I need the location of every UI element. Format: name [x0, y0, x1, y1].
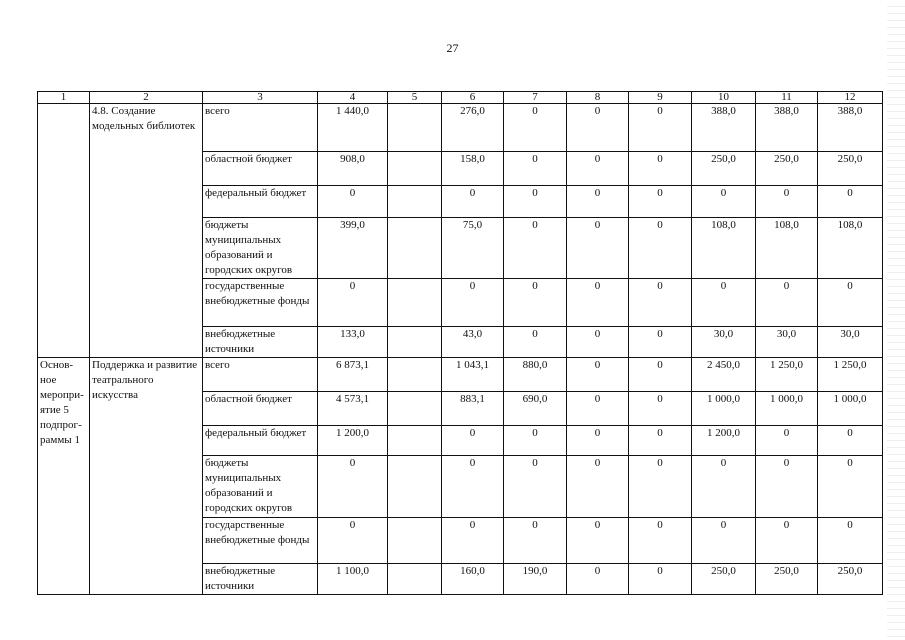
value-cell: [388, 186, 442, 218]
column-number: 3: [203, 92, 318, 104]
value-cell: 0: [629, 426, 692, 456]
value-cell: 0: [692, 456, 756, 518]
value-cell: 0: [504, 456, 567, 518]
value-cell: [388, 152, 442, 186]
column-number: 4: [318, 92, 388, 104]
funding-source-cell: федеральный бюджет: [203, 186, 318, 218]
value-cell: [388, 218, 442, 279]
value-cell: 0: [692, 279, 756, 327]
value-cell: 0: [504, 152, 567, 186]
value-cell: 1 250,0: [756, 358, 818, 392]
value-cell: 1 440,0: [318, 104, 388, 152]
activity-name-cell: Поддержка и развитие театрального искусства: [90, 358, 203, 595]
value-cell: 0: [567, 392, 629, 426]
value-cell: 1 043,1: [442, 358, 504, 392]
value-cell: 0: [756, 279, 818, 327]
activity-code-cell: [38, 104, 90, 358]
value-cell: 250,0: [692, 564, 756, 595]
value-cell: 0: [629, 564, 692, 595]
page-number: 27: [446, 41, 459, 55]
value-cell: 0: [567, 186, 629, 218]
value-cell: 2 450,0: [692, 358, 756, 392]
value-cell: 0: [818, 186, 883, 218]
funding-source-cell: внебюджетные источники: [203, 564, 318, 595]
value-cell: [388, 358, 442, 392]
value-cell: 388,0: [818, 104, 883, 152]
value-cell: 0: [818, 279, 883, 327]
activity-name-cell: 4.8. Создание модельных библиотек: [90, 104, 203, 358]
value-cell: 0: [504, 327, 567, 358]
value-cell: 0: [629, 327, 692, 358]
value-cell: 0: [318, 186, 388, 218]
value-cell: 388,0: [692, 104, 756, 152]
value-cell: 0: [818, 456, 883, 518]
value-cell: 0: [629, 358, 692, 392]
value-cell: 0: [567, 358, 629, 392]
value-cell: 0: [442, 518, 504, 564]
column-number: 12: [818, 92, 883, 104]
column-number: 8: [567, 92, 629, 104]
value-cell: 0: [442, 426, 504, 456]
value-cell: [388, 392, 442, 426]
value-cell: 1 100,0: [318, 564, 388, 595]
budget-table-body: [38, 92, 883, 595]
value-cell: [388, 327, 442, 358]
value-cell: 250,0: [818, 152, 883, 186]
value-cell: 0: [818, 518, 883, 564]
column-number: 11: [756, 92, 818, 104]
value-cell: 0: [692, 186, 756, 218]
funding-source-cell: всего: [203, 358, 318, 392]
value-cell: 1 000,0: [818, 392, 883, 426]
value-cell: 908,0: [318, 152, 388, 186]
value-cell: 43,0: [442, 327, 504, 358]
value-cell: 0: [567, 218, 629, 279]
value-cell: 0: [567, 564, 629, 595]
funding-source-cell: бюджеты муниципальных образований и городских округов: [203, 218, 318, 279]
value-cell: 75,0: [442, 218, 504, 279]
value-cell: 0: [629, 279, 692, 327]
value-cell: 1 200,0: [318, 426, 388, 456]
value-cell: 883,1: [442, 392, 504, 426]
value-cell: 190,0: [504, 564, 567, 595]
column-number: 6: [442, 92, 504, 104]
value-cell: 250,0: [818, 564, 883, 595]
value-cell: 0: [756, 426, 818, 456]
funding-source-cell: областной бюджет: [203, 152, 318, 186]
value-cell: 133,0: [318, 327, 388, 358]
value-cell: [388, 426, 442, 456]
table-row: [38, 104, 883, 152]
value-cell: [388, 456, 442, 518]
value-cell: 0: [629, 104, 692, 152]
column-number: 1: [38, 92, 90, 104]
value-cell: 1 000,0: [692, 392, 756, 426]
value-cell: 0: [756, 456, 818, 518]
value-cell: 108,0: [692, 218, 756, 279]
value-cell: 0: [567, 518, 629, 564]
value-cell: 250,0: [692, 152, 756, 186]
value-cell: [388, 279, 442, 327]
funding-source-cell: федеральный бюджет: [203, 426, 318, 456]
funding-source-cell: бюджеты муниципальных образований и городских округов: [203, 456, 318, 518]
value-cell: 30,0: [692, 327, 756, 358]
value-cell: 0: [629, 456, 692, 518]
value-cell: 0: [567, 152, 629, 186]
value-cell: 0: [504, 279, 567, 327]
value-cell: 1 250,0: [818, 358, 883, 392]
value-cell: 690,0: [504, 392, 567, 426]
value-cell: 0: [567, 327, 629, 358]
value-cell: 0: [629, 392, 692, 426]
value-cell: 0: [756, 186, 818, 218]
value-cell: 0: [442, 186, 504, 218]
value-cell: 0: [318, 456, 388, 518]
funding-source-cell: внебюджетные источники: [203, 327, 318, 358]
value-cell: 250,0: [756, 152, 818, 186]
value-cell: 399,0: [318, 218, 388, 279]
funding-source-cell: государственные внебюджетные фонды: [203, 279, 318, 327]
value-cell: 0: [629, 152, 692, 186]
value-cell: 0: [567, 104, 629, 152]
value-cell: 0: [318, 279, 388, 327]
value-cell: 388,0: [756, 104, 818, 152]
budget-table: [37, 91, 883, 595]
column-number: 9: [629, 92, 692, 104]
scan-edge-artifact: [887, 0, 905, 640]
column-number: 10: [692, 92, 756, 104]
value-cell: 0: [818, 426, 883, 456]
value-cell: 0: [504, 518, 567, 564]
value-cell: [388, 104, 442, 152]
value-cell: 0: [442, 456, 504, 518]
funding-source-cell: государственные внебюджетные фонды: [203, 518, 318, 564]
value-cell: 0: [442, 279, 504, 327]
value-cell: 0: [567, 456, 629, 518]
value-cell: 108,0: [756, 218, 818, 279]
column-number: 5: [388, 92, 442, 104]
value-cell: 108,0: [818, 218, 883, 279]
column-number: 7: [504, 92, 567, 104]
value-cell: 0: [504, 218, 567, 279]
value-cell: 0: [504, 186, 567, 218]
value-cell: 1 200,0: [692, 426, 756, 456]
value-cell: 276,0: [442, 104, 504, 152]
value-cell: 880,0: [504, 358, 567, 392]
value-cell: 0: [629, 186, 692, 218]
value-cell: 0: [567, 279, 629, 327]
value-cell: 30,0: [818, 327, 883, 358]
value-cell: 4 573,1: [318, 392, 388, 426]
column-number: 2: [90, 92, 203, 104]
value-cell: 0: [318, 518, 388, 564]
funding-source-cell: всего: [203, 104, 318, 152]
header-row: [38, 92, 883, 104]
value-cell: 0: [504, 104, 567, 152]
activity-code-cell: Основ-ное меропри-ятие 5 подпрог-раммы 1: [38, 358, 90, 595]
value-cell: 0: [629, 518, 692, 564]
table-row: [38, 358, 883, 392]
value-cell: 250,0: [756, 564, 818, 595]
value-cell: 0: [756, 518, 818, 564]
value-cell: [388, 518, 442, 564]
value-cell: 0: [504, 426, 567, 456]
funding-source-cell: областной бюджет: [203, 392, 318, 426]
value-cell: 0: [692, 518, 756, 564]
value-cell: 0: [629, 218, 692, 279]
value-cell: 0: [567, 426, 629, 456]
value-cell: 160,0: [442, 564, 504, 595]
value-cell: 1 000,0: [756, 392, 818, 426]
value-cell: 6 873,1: [318, 358, 388, 392]
value-cell: 158,0: [442, 152, 504, 186]
value-cell: 30,0: [756, 327, 818, 358]
value-cell: [388, 564, 442, 595]
